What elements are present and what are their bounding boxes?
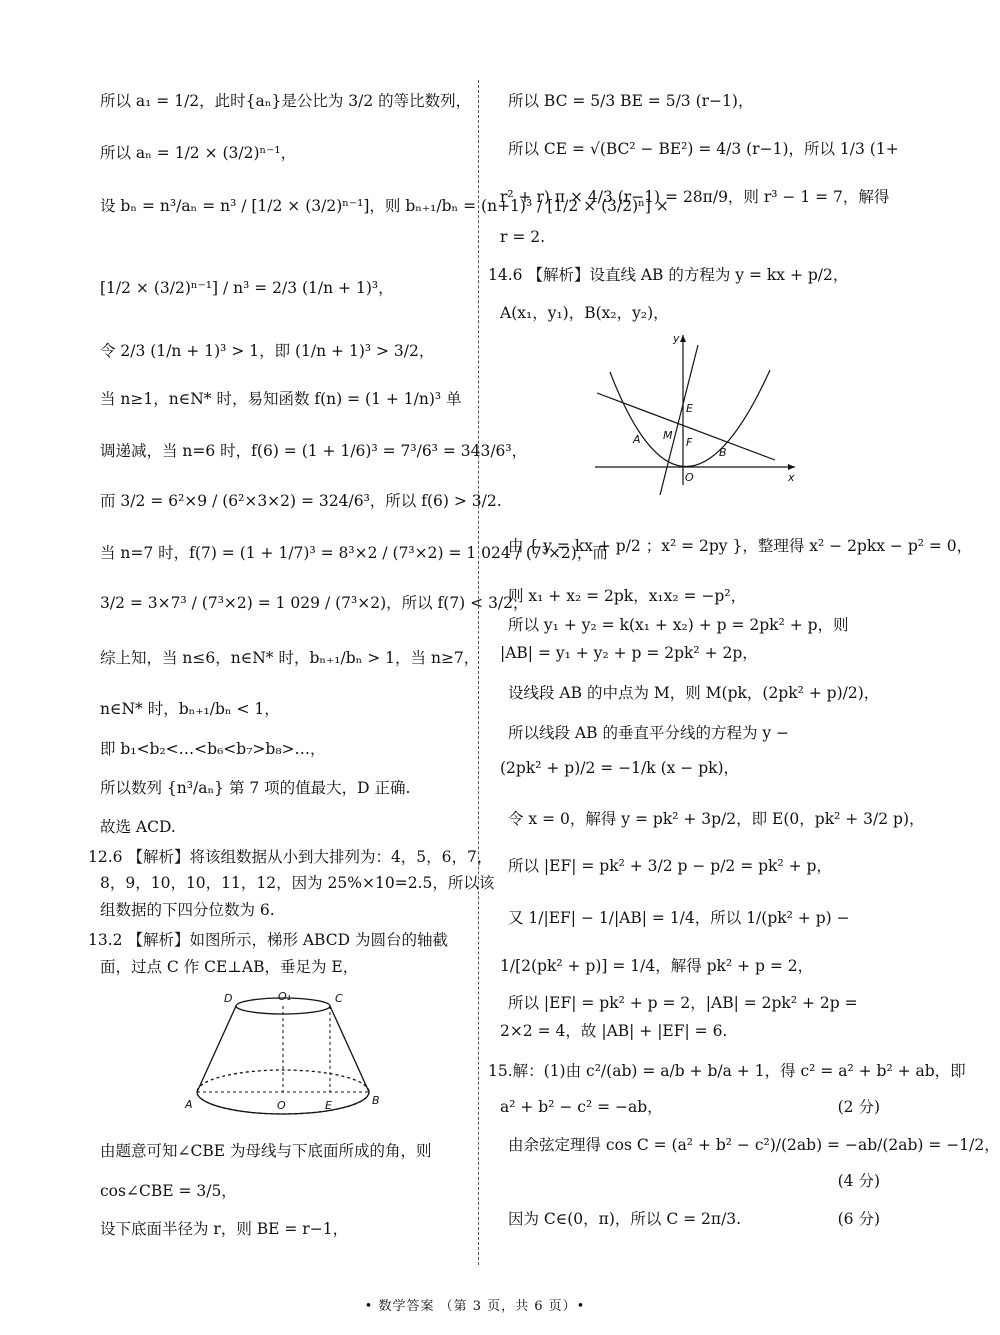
fig-label: x	[788, 471, 795, 484]
fig-label: B	[719, 446, 727, 459]
text-line: 当 n≥1，n∈N* 时，易知函数 f(n) = (1 + 1/n)³ 单	[100, 390, 462, 408]
text-line: n∈N* 时，bₙ₊₁/bₙ < 1，	[100, 700, 280, 718]
text-line: 设下底面半径为 r，则 BE = r−1，	[100, 1220, 349, 1238]
text-line: (2pk² + p)/2 = −1/k (x − pk)，	[500, 759, 740, 777]
fig-label: O₁	[278, 990, 292, 1003]
text-line: 所以 CE = √(BC² − BE²) = 4/3 (r−1)，所以 1/3 (1+	[508, 140, 899, 158]
text-line: 2×2 = 4，故 |AB| + |EF| = 6.	[500, 1022, 728, 1040]
text-line: |AB| = y₁ + y₂ + p = 2pk² + 2p，	[500, 644, 758, 662]
text-line: 而 3/2 = 6²×9 / (6²×3×2) = 324/6³，所以 f(6) > 3/2.	[100, 492, 502, 510]
q12-line: 12.6 【解析】将该组数据从小到大排列为：4，5，6，7，	[88, 848, 493, 866]
text-line: 所以 aₙ = 1/2 × (3/2)ⁿ⁻¹，	[100, 144, 297, 162]
page-footer: • 数学答案 （第 3 页，共 6 页）•	[364, 1299, 586, 1314]
text-line: 综上知，当 n≤6，n∈N* 时，bₙ₊₁/bₙ > 1，当 n≥7，	[100, 649, 480, 667]
text-line: 设 bₙ = n³/aₙ = n³ / [1/2 × (3/2)ⁿ⁻¹]，则 bₙ₊₁/bₙ = (n+1)³ / [1/2 × (3/2)ⁿ] ×	[100, 197, 669, 215]
text-line: 调递减，当 n=6 时，f(6) = (1 + 1/6)³ = 7³/6³ = 343/6³，	[100, 442, 528, 460]
text-line: [1/2 × (3/2)ⁿ⁻¹] / n³ = 2/3 (1/n + 1)³，	[100, 279, 394, 297]
text-line: 所以 |EF| = pk² + 3/2 p − p/2 = pk² + p，	[508, 857, 832, 875]
fig-label: E	[325, 1099, 332, 1112]
text-line: 则 x₁ + x₂ = 2pk，x₁x₂ = −p²，	[508, 587, 747, 605]
text-line: 所以 |EF| = pk² + p = 2，|AB| = 2pk² + 2p =	[508, 994, 858, 1012]
score-label: (2 分)	[837, 1098, 880, 1116]
text-line: 故选 ACD.	[100, 818, 176, 836]
text-line: 所以 y₁ + y₂ = k(x₁ + x₂) + p = 2pk² + p，则	[508, 616, 849, 634]
q15-line: a² + b² − c² = −ab，	[500, 1098, 663, 1116]
q13-line: 面，过点 C 作 CE⊥AB，垂足为 E，	[100, 958, 359, 976]
text-line: 由 { y = kx + p/2 ；x² = 2py }，整理得 x² − 2pkx − p² = 0，	[508, 537, 973, 555]
fig-label: y	[673, 332, 680, 345]
text-line: 3/2 = 3×7³ / (7³×2) = 1 029 / (7³×2)，所以 f(7) < 3/2，	[100, 594, 529, 612]
text-line: 当 n=7 时，f(7) = (1 + 1/7)³ = 8³×2 / (7³×2) = 1 024 / (7³×2)，而	[100, 544, 608, 562]
text-line: 令 2/3 (1/n + 1)³ > 1，即 (1/n + 1)³ > 3/2，	[100, 342, 435, 360]
q15-line: 15.解：(1)由 c²/(ab) = a/b + b/a + 1，得 c² = a² + b² + ab，即	[488, 1062, 966, 1080]
q12-line: 8，9，10，10，11，12，因为 25%×10=2.5，所以该	[100, 874, 495, 892]
fig-label: A	[185, 1098, 193, 1111]
fig-label: F	[686, 436, 693, 449]
fig-label: B	[372, 1094, 380, 1107]
q13-line: 13.2 【解析】如图所示，梯形 ABCD 为圆台的轴截	[88, 931, 448, 949]
fig-label: O	[685, 471, 694, 484]
text-line: 又 1/|EF| − 1/|AB| = 1/4，所以 1/(pk² + p) −	[508, 909, 850, 927]
text-line: 令 x = 0，解得 y = pk² + 3p/2，即 E(0，pk² + 3/2 p)，	[508, 810, 925, 828]
text-line: 所以 a₁ = 1/2，此时{aₙ}是公比为 3/2 的等比数列，	[100, 92, 472, 110]
text-line: 即 b₁<b₂<…<b₆<b₇>b₈>…，	[100, 740, 326, 758]
q14-line: 14.6 【解析】设直线 AB 的方程为 y = kx + p/2，	[488, 266, 849, 284]
q14-line: A(x₁，y₁)，B(x₂，y₂)，	[500, 304, 669, 322]
score-label: (4 分)	[837, 1172, 880, 1190]
score-label: (6 分)	[837, 1210, 880, 1228]
text-line: 由题意可知∠CBE 为母线与下底面所成的角，则	[100, 1142, 432, 1160]
text-line: 所以线段 AB 的垂直平分线的方程为 y −	[508, 724, 790, 742]
fig-label: A	[633, 433, 641, 446]
text-line: 所以 BC = 5/3 BE = 5/3 (r−1)，	[508, 92, 754, 110]
text-line: 1/[2(pk² + p)] = 1/4，解得 pk² + p = 2，	[500, 957, 814, 975]
fig-label: M	[663, 429, 673, 442]
text-line: 所以数列 {n³/aₙ} 第 7 项的值最大，D 正确.	[100, 779, 411, 797]
q12-line: 组数据的下四分位数为 6.	[100, 901, 275, 919]
text-line: 设线段 AB 的中点为 M，则 M(pk，(2pk² + p)/2)，	[508, 684, 880, 702]
text-line: r² + r) π × 4/3 (r−1) = 28π/9，则 r³ − 1 = 7，解得	[500, 188, 890, 206]
fig-label: C	[335, 992, 343, 1005]
fig-label: D	[224, 992, 233, 1005]
text-line: cos∠CBE = 3/5，	[100, 1182, 237, 1200]
q15-line: 由余弦定理得 cos C = (a² + b² − c²)/(2ab) = −ab/(2ab) = −1/2，	[508, 1136, 1000, 1154]
parabola-figure	[595, 330, 805, 490]
q15-line: 因为 C∈(0，π)，所以 C = 2π/3.	[508, 1210, 742, 1228]
text-line: r = 2.	[500, 228, 546, 246]
fig-label: E	[686, 402, 693, 415]
frustum-figure	[180, 980, 480, 1120]
fig-label: O	[277, 1099, 286, 1112]
